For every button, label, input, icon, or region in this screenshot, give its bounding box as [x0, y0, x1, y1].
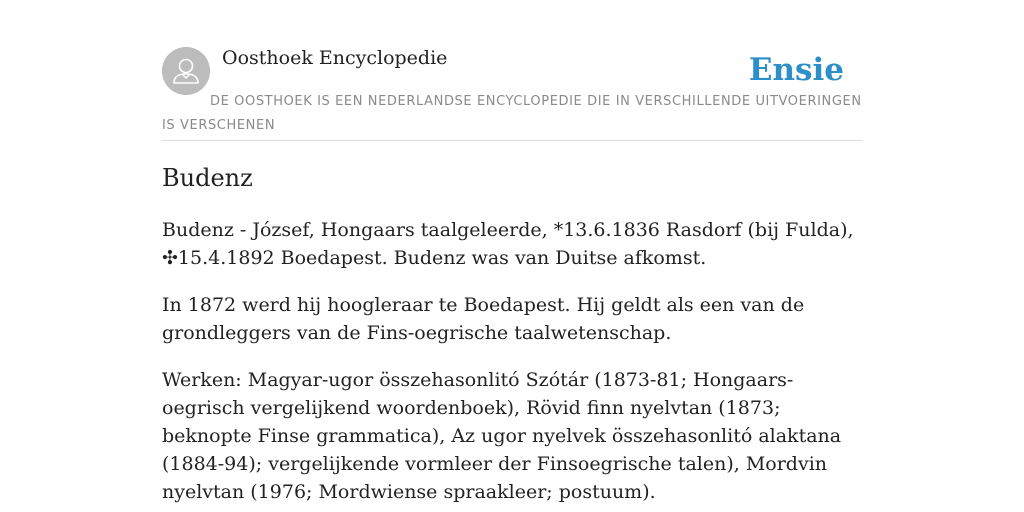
ensie-logo-link[interactable]: Ensie: [748, 52, 844, 88]
source-header: [162, 46, 862, 141]
source-title[interactable]: Oosthoek Encyclopedie: [222, 47, 448, 69]
entry-content: [162, 216, 862, 512]
entry-title: Budenz: [162, 164, 253, 192]
source-description: DE OOSTHOEK IS EEN NEDERLANDSE ENCYCLOPEDIE DIE IN VERSCHILLENDE UITVOERINGEN IS VERSCHENEN: [162, 94, 862, 133]
entry-paragraph: Werken: Magyar-ugor összehasonlitó Szótár (1873-81; Hongaars-oegrisch vergelijkend woordenboek), Rövid finn nyelvtan (1873; beknopte Finse grammatica), Az ugor nyelvek összehasonlitó alaktana (1884-94); vergelijkende vormleer der Finsoegrische talen), Mordvin nyelvtan (1976; Mordwiense spraakleer; postuum).: [162, 369, 842, 503]
entry-paragraph: In 1872 werd hij hoogleraar te Boedapest. Hij geldt als een van de grondleggers van de Fins-oegrische taalwetenschap.: [162, 294, 805, 344]
entry-paragraph: Budenz - József, Hongaars taalgeleerde, *13.6.1836 Rasdorf (bij Fulda), ✣15.4.1892 Boedapest. Budenz was van Duitse afkomst.: [162, 219, 854, 269]
user-avatar-icon[interactable]: [162, 47, 210, 95]
